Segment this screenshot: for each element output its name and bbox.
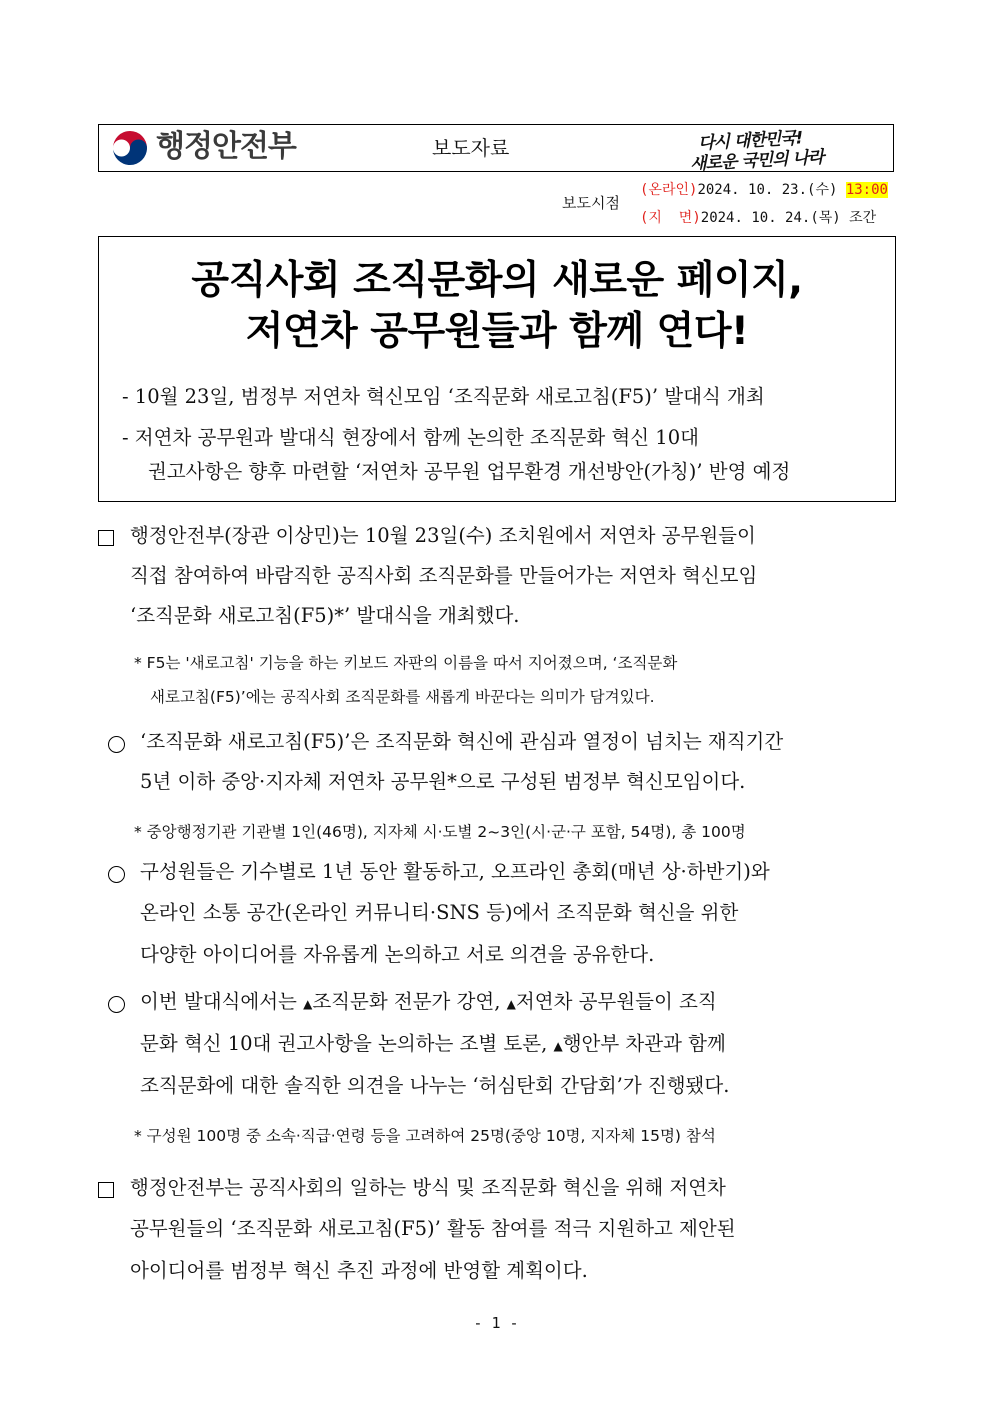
circle-bullet: [108, 996, 125, 1013]
taegeuk-logo-icon: [112, 130, 148, 166]
para2-line1: 행정안전부는 공직사회의 일하는 방식 및 조직문화 혁신을 위해 저연차: [130, 1176, 726, 1199]
circle3-text-e: 행안부 차관과 함께: [562, 1032, 726, 1055]
slogan-line-2: 새로운 국민의 나라: [689, 147, 824, 175]
triangle-icon: ▲: [506, 997, 516, 1011]
circle2-line1: 구성원들은 기수별로 1년 동안 활동하고, 오프라인 총회(매년 상·하반기)와: [140, 860, 770, 883]
release-label: 보도시점: [562, 194, 620, 212]
circle3-text-b: 조직문화 전문가 강연,: [312, 990, 507, 1013]
circle-bullet: [108, 866, 125, 883]
paper-date: 2024. 10. 24.(목) 조간: [700, 210, 877, 226]
release-paper: [640, 207, 876, 229]
triangle-icon: ▲: [553, 1039, 563, 1053]
circle3-text-a: 이번 발대식에서는: [140, 990, 304, 1013]
circle3-text-d: 문화 혁신 10대 권고사항을 논의하는 조별 토론,: [140, 1032, 554, 1055]
circle3-line3: 조직문화에 대한 솔직한 의견을 나누는 ‘허심탄회 간담회’가 진행됐다.: [140, 1074, 730, 1097]
triangle-icon: ▲: [303, 997, 313, 1011]
note2: * 중앙행정기관 기관별 1인(46명), 지자체 시·도별 2~3인(시·군·구 포함, 54명), 총 100명: [134, 823, 746, 841]
circle2-line2: 온라인 소통 공간(온라인 커뮤니티·SNS 등)에서 조직문화 혁신을 위한: [140, 901, 739, 924]
page-number: - 1 -: [473, 1314, 519, 1332]
headline-line-2: 저연차 공무원들과 함께 연다!: [245, 309, 749, 354]
circle-bullet: [108, 736, 125, 753]
note1-line1: * F5는 '새로고침' 기능을 하는 키보드 자판의 이름을 따서 지어졌으며, ‘조직문화: [134, 654, 678, 672]
slogan-handwriting: [689, 126, 886, 175]
note1-line2: 새로고침(F5)’에는 공직사회 조직문화를 새롭게 바꾼다는 의미가 담겨있다.: [150, 688, 655, 706]
online-date: 2024. 10. 23.(수): [697, 182, 846, 198]
para1-line1: 행정안전부(장관 이상민)는 10월 23일(수) 조치원에서 저연차 공무원들이: [130, 524, 756, 547]
box-bullet: [98, 1182, 114, 1198]
release-online: [640, 179, 888, 201]
paper-tag: (지 면): [640, 210, 701, 226]
para1-line3: ‘조직문화 새로고침(F5)*’ 발대식을 개최했다.: [130, 604, 520, 627]
para2-line3: 아이디어를 범정부 혁신 추진 과정에 반영할 계획이다.: [130, 1259, 588, 1282]
para2-line2: 공무원들의 ‘조직문화 새로고침(F5)’ 활동 참여를 적극 지원하고 제안된: [130, 1217, 736, 1240]
subheadline-2: - 저연차 공무원과 발대식 현장에서 함께 논의한 조직문화 혁신 10대: [122, 426, 699, 449]
circle3-line1: [140, 987, 717, 1019]
circle1-line1: ‘조직문화 새로고침(F5)’은 조직문화 혁신에 관심과 열정이 넘치는 재직기간: [140, 730, 784, 753]
note3: * 구성원 100명 중 소속·직급·연령 등을 고려하여 25명(중앙 10명, 지자체 15명) 참석: [134, 1127, 716, 1145]
subheadline-2-cont: 권고사항은 향후 마련할 ‘저연차 공무원 업무환경 개선방안(가칭)’ 반영 예정: [148, 460, 791, 483]
slogan-line-1: 다시 대한민국!: [697, 128, 803, 154]
circle2-line3: 다양한 아이디어를 자유롭게 논의하고 서로 의견을 공유한다.: [140, 943, 655, 966]
online-time: 13:00: [845, 182, 888, 198]
para1-line2: 직접 참여하여 바람직한 공직사회 조직문화를 만들어가는 저연차 혁신모임: [130, 564, 758, 587]
circle3-line2: [140, 1029, 726, 1061]
circle1-line2: 5년 이하 중앙·지자체 저연차 공무원*으로 구성된 범정부 혁신모임이다.: [140, 770, 746, 793]
ministry-name: 행정안전부: [156, 129, 296, 164]
subheadline-1: - 10월 23일, 범정부 저연차 혁신모임 ‘조직문화 새로고침(F5)’ 발대식 개최: [122, 385, 765, 408]
box-bullet: [98, 530, 114, 546]
circle3-text-c: 저연차 공무원들이 조직: [515, 990, 717, 1013]
online-tag: (온라인): [640, 182, 698, 198]
headline-line-1: 공직사회 조직문화의 새로운 페이지,: [191, 258, 803, 303]
doc-type-label: 보도자료: [432, 136, 510, 160]
